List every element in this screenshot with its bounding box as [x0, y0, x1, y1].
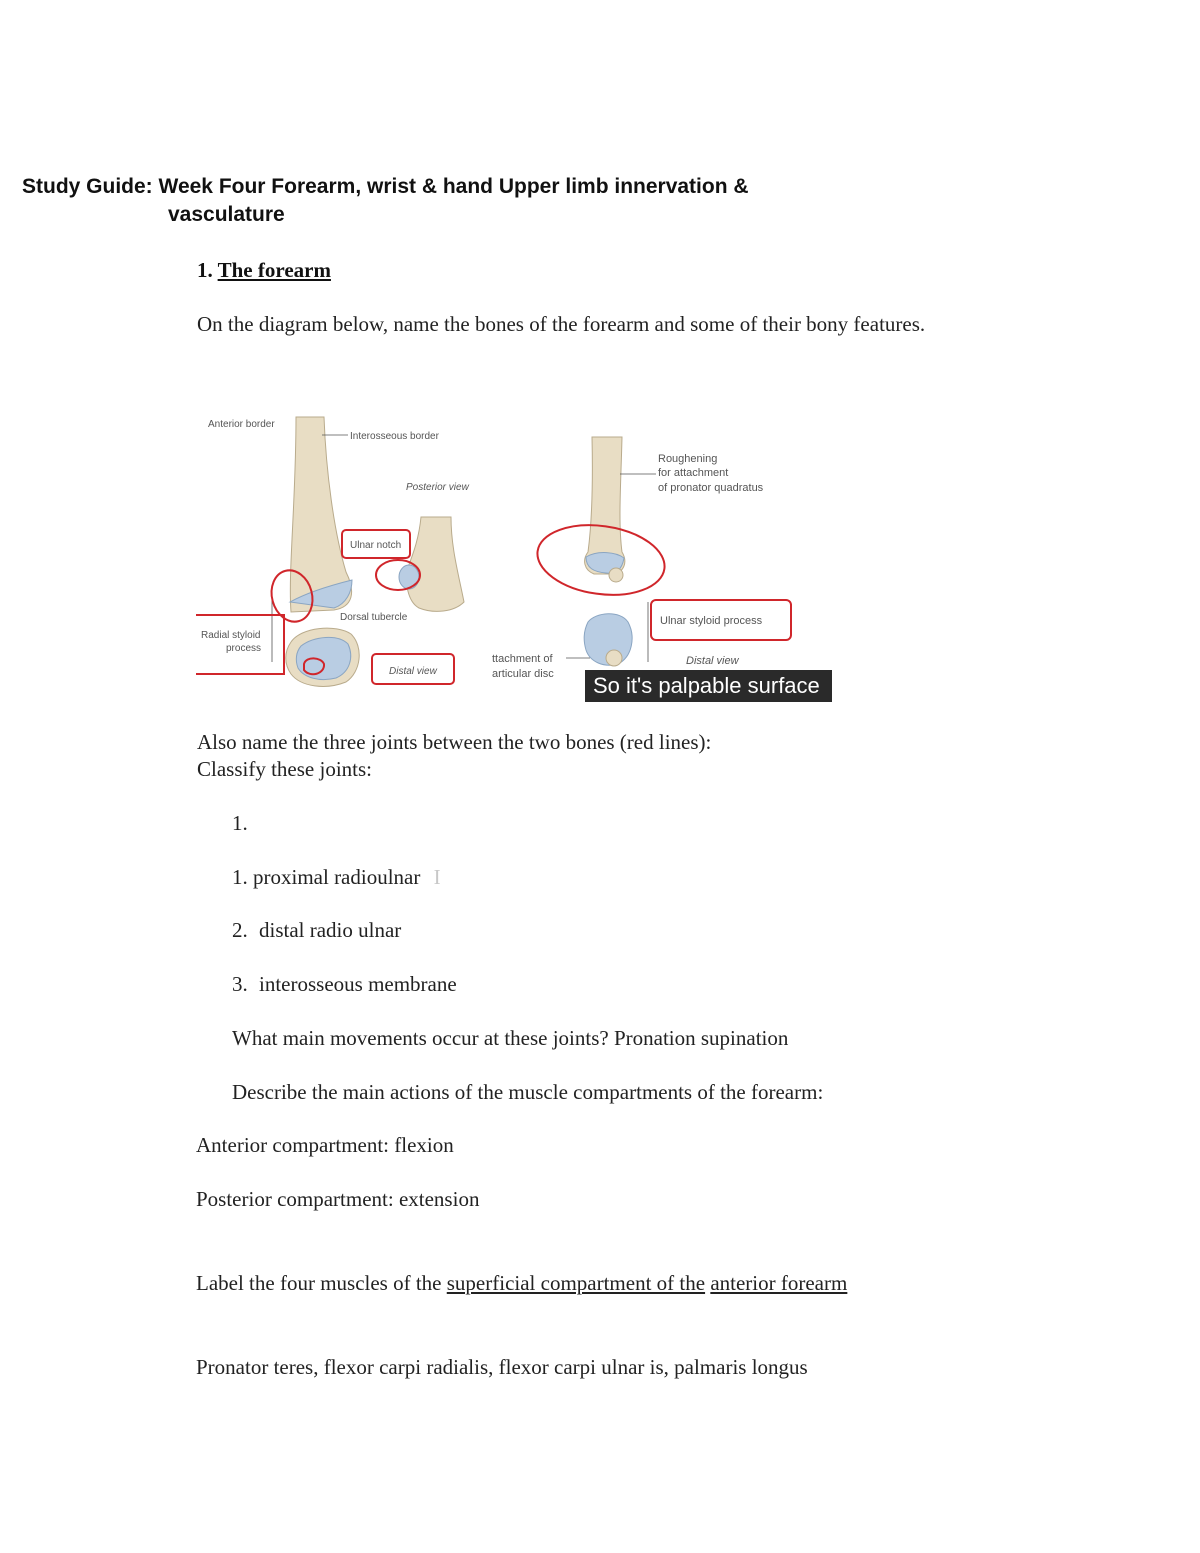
anterior-compartment: Anterior compartment: flexion — [196, 1133, 454, 1157]
label-posterior-view: Posterior view — [406, 482, 469, 493]
muscles-label-prefix: Label the four muscles of the — [196, 1271, 447, 1295]
label-distal-view-left: Distal view — [389, 666, 437, 677]
section-number: 1. — [197, 258, 213, 282]
label-ulnar-styloid: Ulnar styloid process — [660, 615, 763, 627]
joint-item-3-text: interosseous membrane — [259, 972, 457, 996]
label-ulnar-notch: Ulnar notch — [350, 540, 402, 551]
label-radial-styloid-1: Radial styloid — [201, 630, 261, 641]
section-heading — [197, 258, 331, 283]
posterior-compartment: Posterior compartment: extension — [196, 1187, 480, 1211]
muscles-label-underlined-2: anterior forearm — [710, 1271, 848, 1295]
page-title-line2: vasculature — [168, 203, 285, 226]
label-roughening-1: Roughening — [658, 453, 718, 465]
ulnar-styloid-distal — [606, 650, 622, 666]
ulnar-styloid-bone — [609, 568, 623, 582]
text-cursor-mark: I — [433, 865, 441, 889]
joint-item-2-number: 2. — [232, 918, 248, 942]
joint-item-3 — [232, 972, 457, 997]
joint-blank-item: 1. — [232, 811, 248, 835]
label-attachment-1: ttachment of — [492, 653, 553, 665]
joint-item-1 — [232, 865, 441, 890]
joint-item-2-text: distal radio ulnar — [259, 918, 402, 942]
video-caption-overlay: So it's palpable surface — [585, 670, 832, 702]
label-anterior-border: Anterior border — [208, 419, 275, 430]
label-dorsal-tubercle: Dorsal tubercle — [340, 612, 408, 623]
joint-item-3-number: 3. — [232, 972, 248, 996]
muscles-label-underlined-1: superficial compartment of the — [446, 1271, 706, 1295]
joint-item-1-text: proximal radioulnar — [253, 865, 421, 889]
label-roughening-2: for attachment — [658, 467, 729, 479]
label-distal-view-right: Distal view — [686, 655, 739, 667]
forearm-bones-diagram — [196, 412, 836, 702]
joints-intro-line1: Also name the three joints between the two bones (red lines): — [197, 730, 712, 754]
radius-posterior-view — [406, 517, 464, 611]
radius-diagram-svg — [196, 412, 836, 702]
muscles-answer: Pronator teres, flexor carpi radialis, flexor carpi ulnar is, palmaris longus — [196, 1355, 808, 1379]
distal-articular-facets — [296, 637, 350, 679]
label-radial-styloid-2: process — [226, 643, 262, 654]
muscles-label-instruction — [196, 1271, 847, 1296]
ulnar-notch-surface — [399, 565, 419, 589]
section-title: The forearm — [217, 258, 331, 282]
joints-intro-line2: Classify these joints: — [197, 757, 372, 781]
joint-item-2 — [232, 918, 401, 943]
diagram-instruction: On the diagram below, name the bones of the forearm and some of their bony features. — [197, 312, 926, 336]
joint-item-1-number: 1. — [232, 865, 248, 889]
compartments-question: Describe the main actions of the muscle compartments of the forearm: — [232, 1080, 824, 1104]
page-title-line1: Study Guide: Week Four Forearm, wrist & hand Upper limb innervation & — [22, 175, 749, 198]
label-roughening-3: of pronator quadratus — [658, 482, 764, 494]
movements-question: What main movements occur at these joints? Pronation supination — [232, 1026, 789, 1050]
label-attachment-2: articular disc — [492, 668, 554, 680]
label-interosseous-border: Interosseous border — [350, 431, 439, 442]
